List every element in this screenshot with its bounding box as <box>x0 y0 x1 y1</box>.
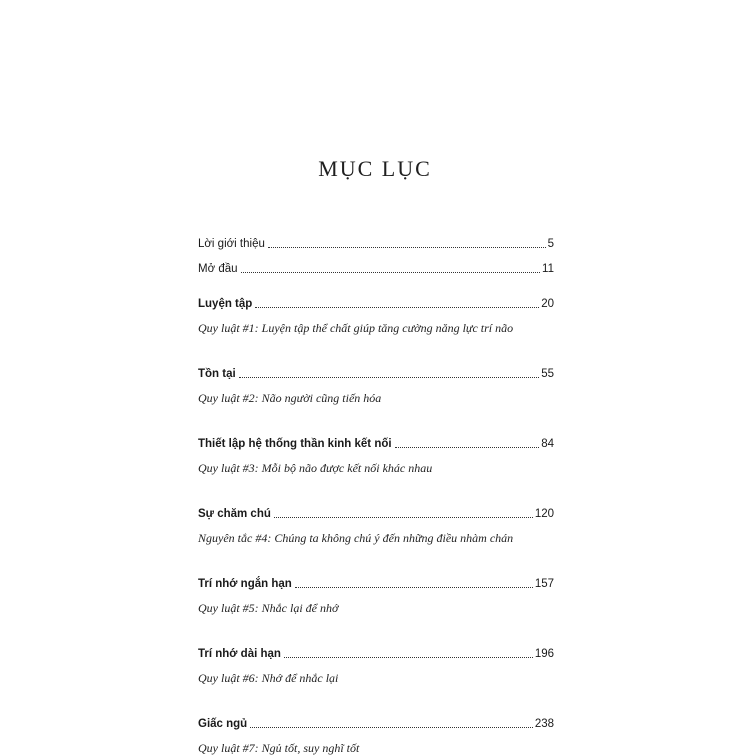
page-title: MỤC LỤC <box>318 156 432 181</box>
toc-entry-subtitle: Quy luật #3: Mỗi bộ não được kết nối khác nhau <box>198 461 433 475</box>
toc-entry-subtitle: Quy luật #6: Nhớ để nhắc lại <box>198 671 339 685</box>
toc-entry-subtitle: Quy luật #7: Ngủ tốt, suy nghĩ tốt <box>198 741 360 755</box>
toc-entry-page: 196 <box>534 648 554 660</box>
table-of-contents <box>198 226 554 755</box>
dot-leader <box>255 307 539 308</box>
toc-entry-page: 84 <box>541 438 554 450</box>
toc-entry-page: 11 <box>542 263 554 275</box>
toc-entry-short-term-memory <box>198 566 554 591</box>
toc-entry-label: Sự chăm chú <box>198 508 271 520</box>
toc-entry-page: 20 <box>541 298 554 310</box>
toc-entry-subtitle: Quy luật #2: Não người cũng tiến hóa <box>198 391 382 405</box>
toc-entry-long-term-memory <box>198 636 554 661</box>
dot-leader <box>395 447 540 448</box>
toc-entry-label: Thiết lập hệ thống thần kinh kết nối <box>198 438 392 450</box>
toc-entry-survival <box>198 356 554 381</box>
dot-leader <box>274 517 533 518</box>
toc-entry-wiring <box>198 426 554 451</box>
toc-entry-page: 120 <box>534 508 554 520</box>
toc-entry-sleep <box>198 706 554 731</box>
toc-entry-subtitle: Nguyên tắc #4: Chúng ta không chú ý đến những điều nhàm chán <box>198 531 514 545</box>
dot-leader <box>250 727 533 728</box>
toc-entry-subtitle: Quy luật #1: Luyện tập thể chất giúp tăng cường năng lực trí não <box>198 321 514 335</box>
toc-entry-intro <box>198 226 554 251</box>
toc-entry-label: Lời giới thiệu <box>198 238 265 250</box>
toc-entry-page: 157 <box>534 578 554 590</box>
dot-leader <box>239 377 540 378</box>
dot-leader <box>284 657 533 658</box>
toc-entry-opening <box>198 251 554 276</box>
toc-entry-label: Luyện tập <box>198 298 253 310</box>
dot-leader <box>241 272 541 273</box>
toc-entry-subtitle: Quy luật #5: Nhắc lại để nhớ <box>198 601 339 615</box>
toc-entry-label: Giấc ngủ <box>198 718 248 730</box>
toc-entry-page: 5 <box>547 238 554 250</box>
toc-entry-label: Tồn tại <box>198 368 236 380</box>
toc-entry-page: 238 <box>534 718 554 730</box>
toc-entry-label: Trí nhớ ngắn hạn <box>198 578 292 590</box>
dot-leader <box>295 587 533 588</box>
toc-entry-label: Mở đầu <box>198 263 238 275</box>
toc-entry-page: 55 <box>541 368 554 380</box>
toc-entry-attention <box>198 496 554 521</box>
toc-entry-exercise <box>198 286 554 311</box>
toc-entry-label: Trí nhớ dài hạn <box>198 648 281 660</box>
dot-leader <box>268 247 546 248</box>
